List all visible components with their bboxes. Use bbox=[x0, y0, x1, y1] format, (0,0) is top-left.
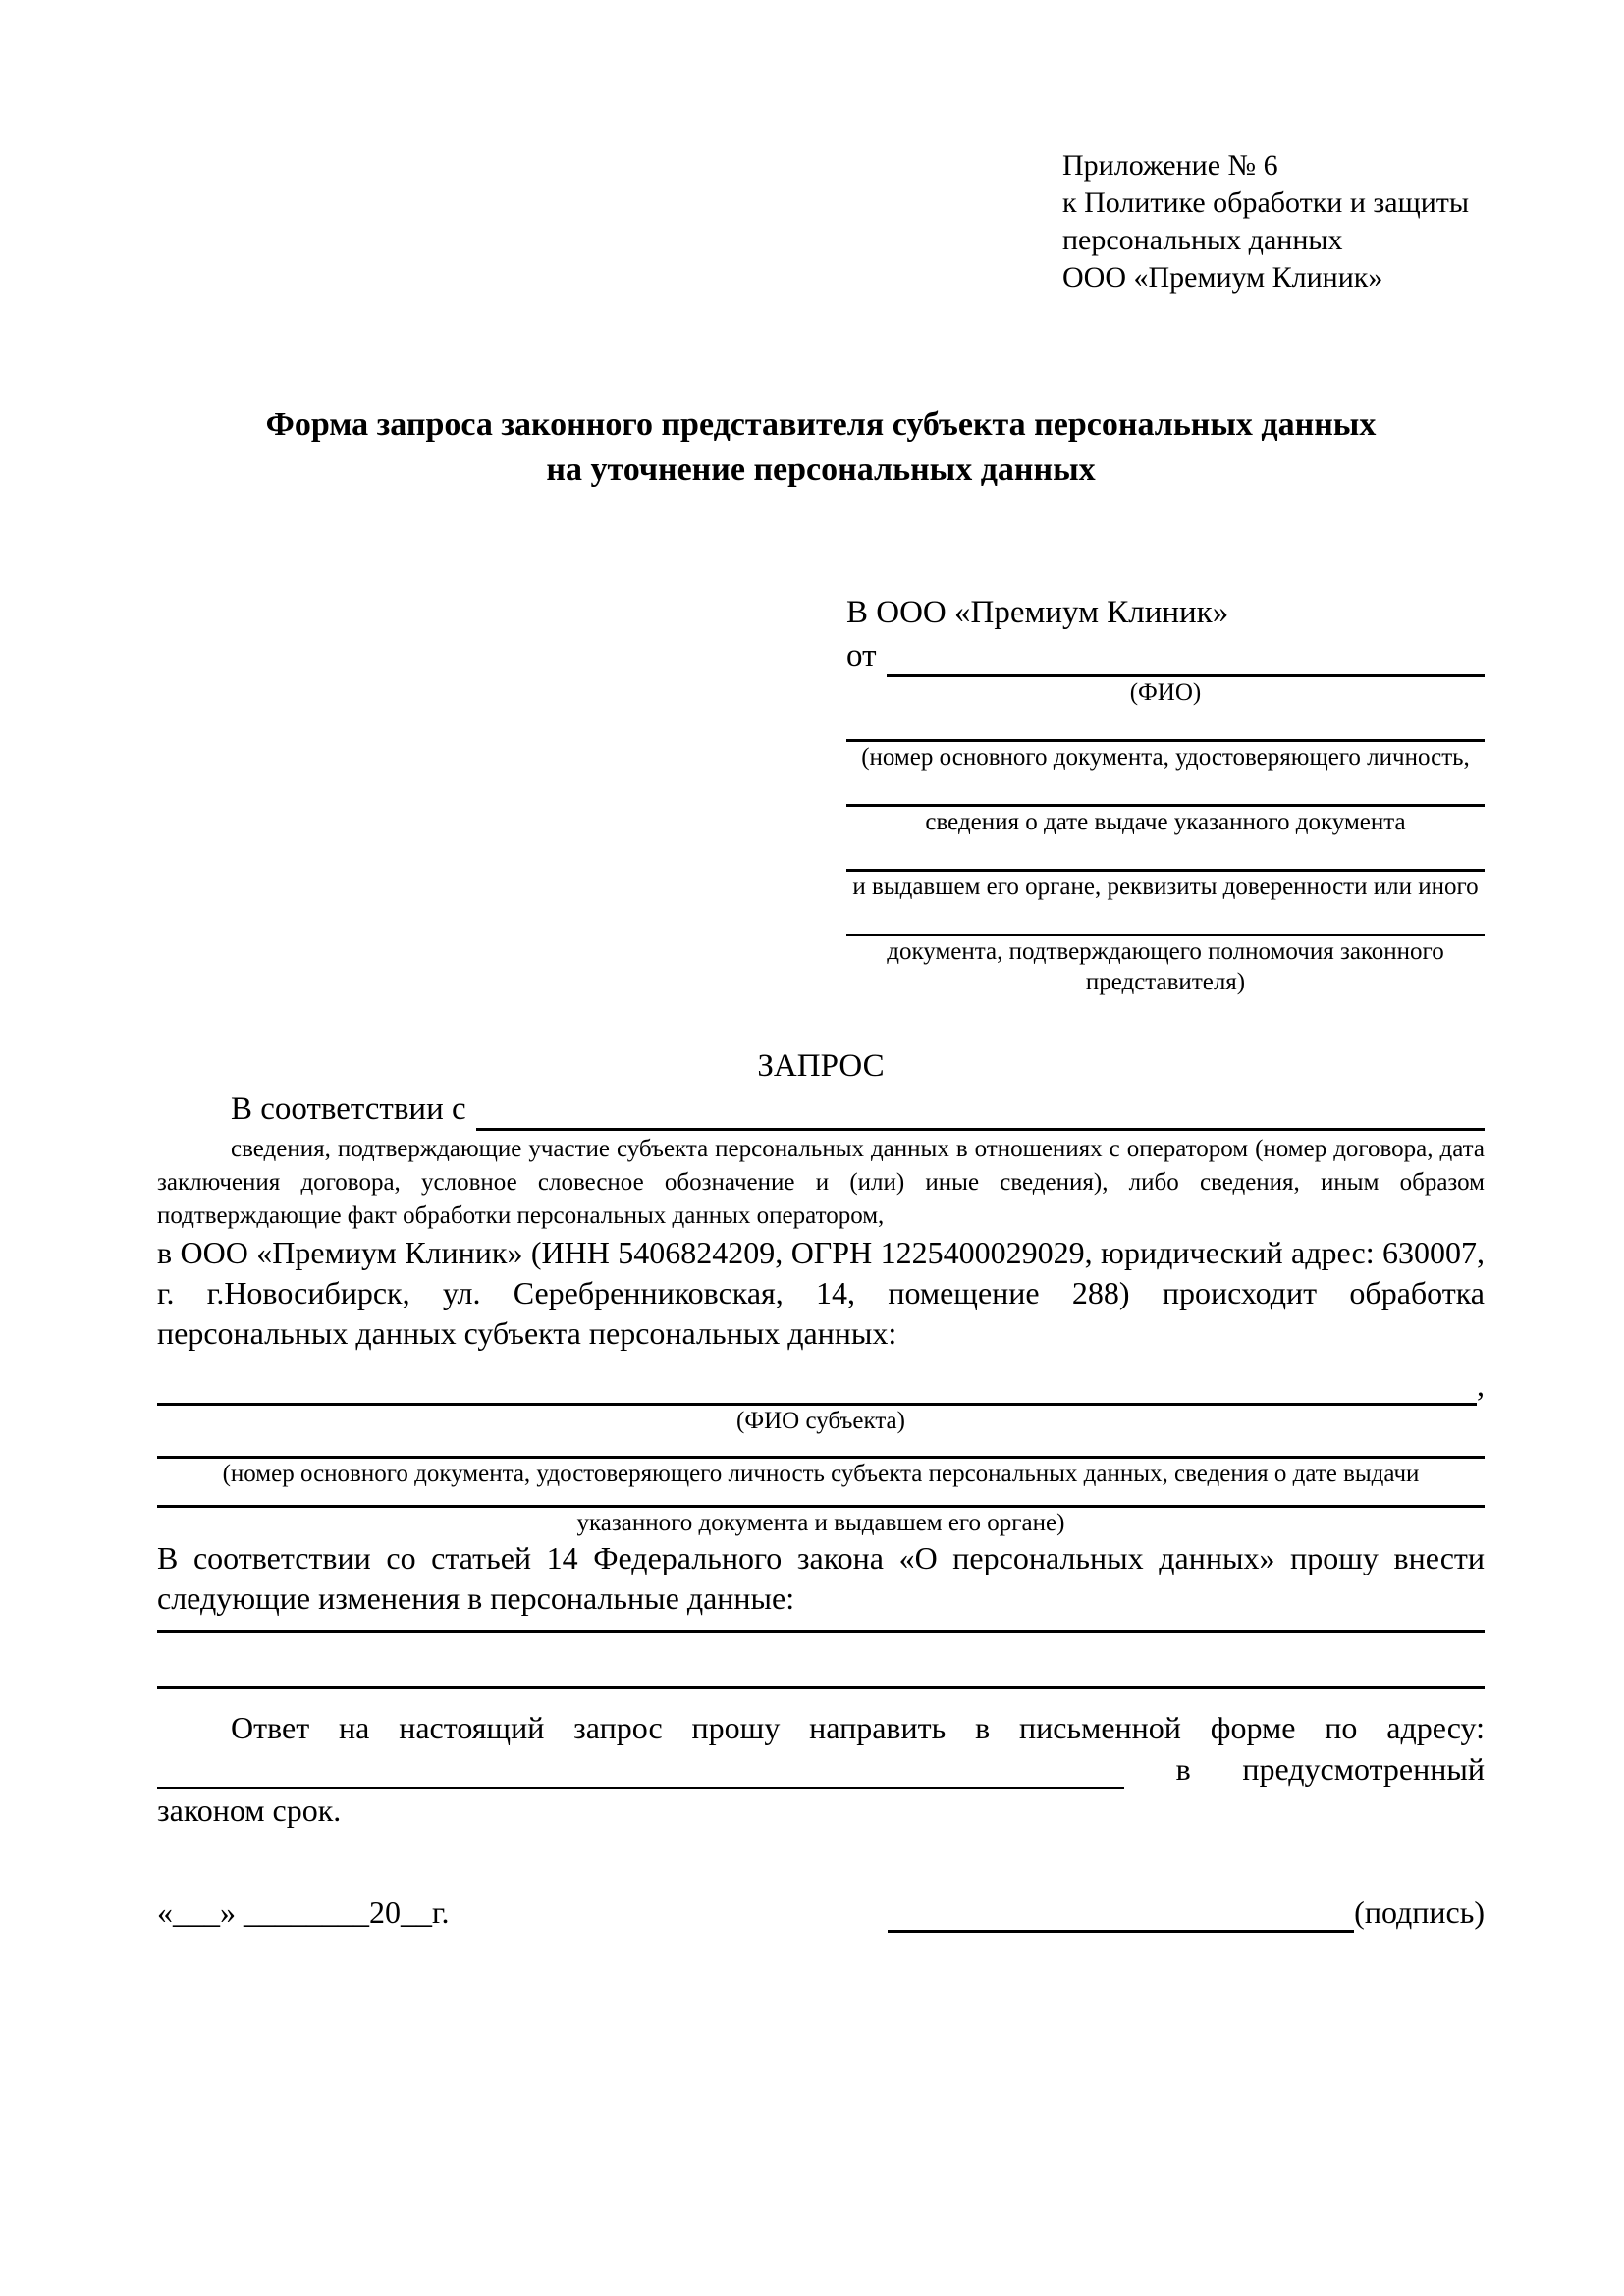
amendment-blank-line-1 bbox=[157, 1619, 1485, 1633]
footer-row bbox=[157, 1892, 1485, 1933]
answer-word-stipulated: предусмотренный bbox=[1242, 1751, 1485, 1787]
fine-print-note: сведения, подтверждающие участие субъекта персональных данных в отношениях с оператором (номер договора, дата заключения договора, условное словесное обозначение и (или) иные сведения), либо сведения, иным образом подтверждающие факт обработки персональных данных оператором, bbox=[157, 1136, 1485, 1229]
address-blank-line bbox=[157, 1753, 1124, 1789]
representative-doc-caption-2: сведения о дате выдаче указанного документа bbox=[925, 809, 1406, 835]
closing-text: законом срок. bbox=[157, 1792, 342, 1828]
request-heading: ЗАПРОС bbox=[757, 1048, 885, 1084]
form-title bbox=[157, 402, 1485, 493]
from-blank-line bbox=[887, 639, 1486, 677]
signature-blank-line bbox=[888, 1896, 1354, 1933]
operator-paragraph: в ООО «Премиум Клиник» (ИНН 5406824209, ОГРН 1225400029029, юридический адрес: 630007, г. г.Новосибирск, ул. Серебренниковская, 14, помещение 288) происходит обработка персональных данных субъекта персональных данных: bbox=[157, 1235, 1485, 1351]
representative-doc-caption-3: и выдавшем его органе, реквизиты доверенности или иного bbox=[852, 874, 1479, 900]
answer-request-line: Ответ на настоящий запрос прошу направить в письменной форме по адресу: bbox=[231, 1710, 1485, 1745]
subject-doc-blank-line-2 bbox=[157, 1489, 1485, 1508]
subject-fio-comma: , bbox=[1477, 1367, 1485, 1403]
subject-doc-blank-line-1 bbox=[157, 1436, 1485, 1459]
representative-doc-caption-1: (номер основного документа, удостоверяющего личность, bbox=[861, 744, 1470, 771]
annex-note-line: Приложение № 6 bbox=[1062, 149, 1278, 182]
signature-field bbox=[888, 1892, 1485, 1933]
fio-caption: (ФИО) bbox=[1129, 679, 1202, 706]
annex-note-line: к Политике обработки и защиты bbox=[1062, 187, 1470, 219]
amendment-blank-line-2 bbox=[157, 1633, 1485, 1689]
answer-address-row bbox=[157, 1748, 1485, 1789]
subject-fio-row bbox=[157, 1365, 1485, 1406]
annex-note bbox=[1062, 147, 1485, 296]
amendment-paragraph: В соответствии со статьей 14 Федерального закона «О персональных данных» прошу внести следующие изменения в персональные данные: bbox=[157, 1540, 1485, 1616]
basis-blank-line bbox=[476, 1093, 1485, 1131]
intro-row bbox=[157, 1088, 1485, 1131]
subject-doc-caption-2: указанного документа и выдавшем его органе) bbox=[576, 1510, 1065, 1536]
addressee-block bbox=[846, 591, 1485, 997]
representative-doc-blank-line-1 bbox=[846, 708, 1485, 742]
date-field: «___» ________20__г. bbox=[157, 1895, 450, 1930]
representative-doc-blank-line-2 bbox=[846, 773, 1485, 807]
annex-note-line: ООО «Премиум Клиник» bbox=[1062, 261, 1383, 294]
annex-note-line: персональных данных bbox=[1062, 224, 1343, 256]
from-row bbox=[846, 634, 1485, 677]
from-label: от bbox=[846, 638, 877, 673]
signature-caption: (подпись) bbox=[1354, 1895, 1485, 1930]
subject-fio-blank-line bbox=[157, 1369, 1477, 1406]
form-title-line2: на уточнение персональных данных bbox=[546, 452, 1096, 488]
intro-prefix: В соответствии с bbox=[231, 1092, 466, 1127]
subject-doc-caption-1: (номер основного документа, удостоверяющего личность субъекта персональных данных, сведения о дате выдачи bbox=[222, 1461, 1420, 1487]
representative-doc-caption-4: документа, подтверждающего полномочия законного представителя) bbox=[887, 938, 1444, 995]
form-title-line1: Форма запроса законного представителя субъекта персональных данных bbox=[265, 406, 1377, 443]
representative-doc-blank-line-4 bbox=[846, 902, 1485, 936]
representative-doc-blank-line-3 bbox=[846, 837, 1485, 872]
answer-word-in: в bbox=[1175, 1751, 1191, 1787]
addressee-to: В ООО «Премиум Клиник» bbox=[846, 595, 1229, 630]
subject-fio-caption: (ФИО субъекта) bbox=[736, 1408, 905, 1434]
